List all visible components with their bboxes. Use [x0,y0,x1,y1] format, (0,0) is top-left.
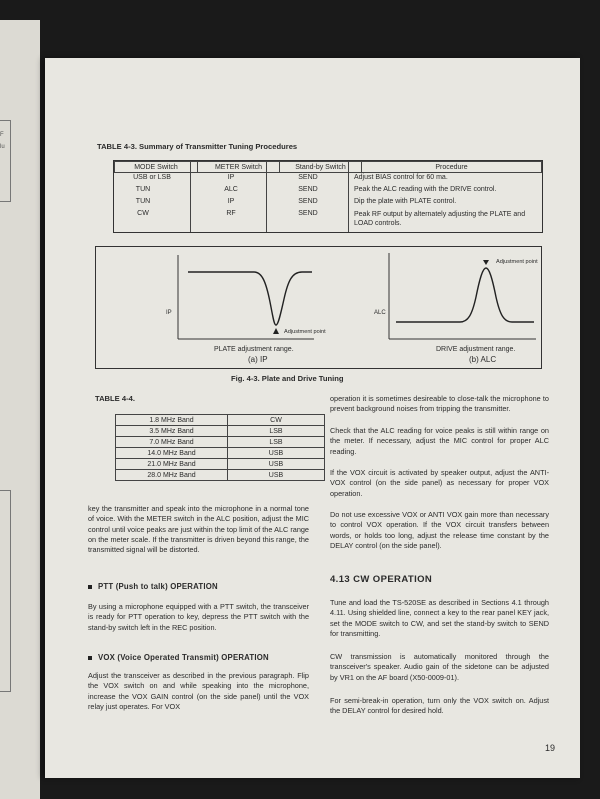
cell: Peak RF output by alternately adjusting the PLATE and LOAD controls. [354,211,526,227]
cell: Peak the ALC reading with the DRIVE control. [354,186,497,193]
cw-operation-heading: 4.13 CW OPERATION [330,574,433,585]
plate-range-label: PLATE adjustment range. [214,346,294,353]
table-row [116,415,325,426]
alc-axis-label: ALC [374,310,386,316]
vox-heading [88,653,269,662]
table-4-4-title: TABLE 4-4. [95,394,135,403]
fig-a-caption: (a) IP [248,355,268,364]
cw-paragraph-2: CW transmission is automatically monitored through the transceiver's speaker. Audio gain of the sidetone can be adjusted by VR1 on the AF board (X50-0009-01). [330,652,549,682]
table-row [116,448,325,459]
cell: USB or LSB [133,174,171,181]
figure-caption: Fig. 4-3. Plate and Drive Tuning [231,374,344,383]
cell: 21.0 MHz Band [116,459,228,470]
cell: 1.8 MHz Band [116,415,228,426]
column-header: MODE Switch [115,162,198,173]
cell: ALC [224,186,238,193]
cell: TUN [135,198,151,205]
cell: LSB [228,426,325,437]
cell: LSB [228,437,325,448]
ip-axis-label: IP [166,310,172,316]
cell: CW [228,415,325,426]
prev-page-fragment: F [0,132,4,138]
cell: 7.0 MHz Band [116,437,228,448]
table-row [116,470,325,481]
cw-paragraph-1: Tune and load the TS-520SE as described in Sections 4.1 through 4.11. Using shielded line, connect a key to the rear panel KEY jack, set the MODE switch to CW, and set the stand-by switch to SEND for transmitting. [330,598,549,638]
column-header: METER Switch [198,162,280,173]
cell: Adjust BIAS control for 60 ma. [354,174,448,181]
column-header: Stand-by Switch [280,162,362,173]
column-header: Procedure [362,162,542,173]
cell: IP [227,174,235,181]
cw-paragraph-3: For semi-break-in operation, turn only the VOX switch on. Adjust the DELAY control for desired hold. [330,696,549,716]
fig-b-caption: (b) ALC [469,355,497,364]
ip-dip-curve [188,272,312,325]
cell: SEND [298,186,318,193]
alc-adjustment-point-label: Adjustment point [496,259,538,265]
ip-adjustment-marker [273,328,279,334]
cell: Dip the plate with PLATE control. [354,198,457,205]
table-row [116,437,325,448]
page-number: 19 [545,743,556,753]
right-paragraph-4: Do not use excessive VOX or ANTI VOX gain more than necessary to control VOX operation. If the VOX circuit transfers between words, or holds too long, adjust the release time constant by the DELAY control (on the side panel). [330,510,549,550]
right-paragraph-3: If the VOX circuit is activated by speaker output, adjust the ANTI-VOX control (on the side panel) as necessary for proper VOX operation. [330,468,549,498]
right-paragraph-1: operation it is sometimes desireable to close-talk the microphone to prevent background noises from tripping the transmitter. [330,394,549,414]
right-paragraph-2: Check that the ALC reading for voice peaks is still within range on the meter. If necessary, adjust the MIC control for proper ALC reading. [330,426,549,456]
vox-paragraph: Adjust the transceiver as described in the previous paragraph. Flip the VOX switch on and while speaking into the microphone, increase the VOX GAIN control (on the side panel) until the VOX relay just operates. For VOX [88,671,309,711]
table-4-4 [115,414,325,481]
alc-peak-curve [396,268,534,322]
cell: SEND [298,210,318,217]
table-row [114,198,542,210]
ptt-heading [88,582,218,591]
cell: USB [228,448,325,459]
alc-paragraph: key the transmitter and speak into the microphone in a normal tone of voice. With the METER switch in the ALC position, adjust the MIC control until voice peaks are just within the top limit of the ALC range on the meter scale. If the transmitter is driven beyond this range, the transmitted signal will be distorted. [88,504,309,555]
cell: USB [228,470,325,481]
cell: IP [227,198,235,205]
manual-page [45,58,580,778]
ptt-paragraph: By using a microphone equipped with a PTT switch, the transceiver is ready for PTT operation to key, depress the PTT switch with the stand-by switch left in the REC position. [88,602,309,632]
prev-page-box-2 [0,490,11,692]
cell: RF [226,210,236,217]
alc-adjustment-marker [483,260,489,265]
table-4-3-title: TABLE 4-3. Summary of Transmitter Tuning Procedures [97,142,298,151]
cell: SEND [298,174,318,181]
divider [266,161,267,232]
figure-4-3 [95,246,542,369]
table-row [114,210,542,230]
cell: CW [137,210,149,217]
table-row [116,459,325,470]
ip-adjustment-point-label: Adjustment point [284,329,326,335]
prev-page-fragment-2: lu [0,144,5,150]
previous-page-edge [0,20,40,799]
table-4-3-body [114,174,542,230]
cell: TUN [135,186,151,193]
drive-range-label: DRIVE adjustment range. [436,346,516,353]
ptt-heading-text: PTT (Push to talk) OPERATION [98,582,218,591]
cell: 3.5 MHz Band [116,426,228,437]
bullet-icon [88,585,92,589]
prev-page-box [0,120,11,202]
cell: SEND [298,198,318,205]
divider [348,161,349,232]
cell: 28.0 MHz Band [116,470,228,481]
vox-heading-text: VOX (Voice Operated Transmit) OPERATION [98,653,269,662]
table-row [114,186,542,198]
table-row [114,174,542,186]
cell: USB [228,459,325,470]
cell: 14.0 MHz Band [116,448,228,459]
bullet-icon [88,656,92,660]
table-header-row [115,162,542,173]
divider [190,161,191,232]
table-4-3 [113,160,543,233]
table-row [116,426,325,437]
